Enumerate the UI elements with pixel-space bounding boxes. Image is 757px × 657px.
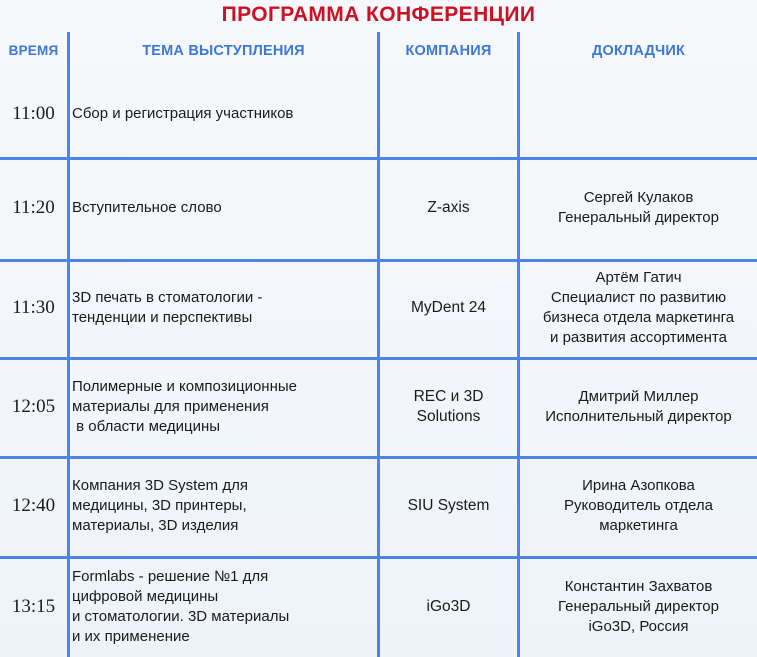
cell-text-line: и их применение <box>72 627 190 645</box>
cell-text-line: тенденции и перспективы <box>72 309 253 326</box>
cell-text-line: Formlabs - решение №1 для <box>72 567 269 585</box>
column-header-topic: ТЕМА ВЫСТУПЛЕНИЯ <box>142 43 305 59</box>
cell-text-line: медицины, 3D принтеры, <box>72 497 247 514</box>
cell-company <box>380 357 517 456</box>
table-row[interactable] <box>0 157 757 259</box>
cell-text-line: iGo3D, Россия <box>588 617 689 635</box>
column-header-speaker: ДОКЛАДЧИК <box>591 43 686 59</box>
cell-company <box>380 259 517 357</box>
row-divider <box>0 357 757 360</box>
cell-text-line: Константин Захватов <box>564 577 713 595</box>
cell-text-line: материалы, 3D изделия <box>72 517 239 534</box>
cell-speaker <box>520 157 757 259</box>
cell-time <box>0 259 67 357</box>
cell-text-line: Руководитель отдела <box>564 497 713 514</box>
cell-text-line: материалы для применения <box>72 397 269 415</box>
cell-text-line: REC и 3D <box>413 387 484 405</box>
table-row[interactable] <box>0 556 757 657</box>
table-row[interactable] <box>0 70 757 157</box>
cell-text-line: Полимерные и композиционные <box>72 377 297 395</box>
cell-text-line: и развития ассортимента <box>550 329 727 346</box>
cell-topic <box>72 259 375 357</box>
cell-company <box>380 157 517 259</box>
cell-topic <box>72 157 375 259</box>
cell-text-line: 12:40 <box>11 495 56 516</box>
cell-text-line: Специалист по развитию <box>550 289 727 306</box>
cell-text-line: 11:30 <box>12 297 55 318</box>
cell-topic <box>72 556 375 657</box>
cell-company <box>380 456 517 556</box>
cell-text-line: Артём Гатич <box>595 269 682 286</box>
cell-text-line: Вступительное слово <box>72 199 222 216</box>
cell-text-line: бизнеса отдела маркетинга <box>542 309 735 326</box>
cell-time <box>0 70 67 157</box>
row-divider <box>0 259 757 262</box>
table-row[interactable] <box>0 456 757 556</box>
cell-company <box>380 556 517 657</box>
cell-time <box>0 456 67 556</box>
cell-time <box>0 157 67 259</box>
cell-text-line: Z-axis <box>427 199 470 216</box>
cell-text-line: Исполнительный директор <box>545 407 732 425</box>
page-title: ПРОГРАММА КОНФЕРЕНЦИИ <box>221 3 536 26</box>
cell-text-line: 3D печать в стоматологии - <box>72 289 263 306</box>
cell-time <box>0 556 67 657</box>
cell-text-line: Сбор и регистрация участников <box>72 104 294 122</box>
cell-speaker <box>520 259 757 357</box>
cell-text-line: и стоматологии. 3D материалы <box>72 607 290 625</box>
cell-text-line: 11:00 <box>12 102 55 124</box>
cell-text-line: Solutions <box>416 407 481 425</box>
cell-text-line: Компания 3D System для <box>72 477 248 494</box>
cell-speaker <box>520 357 757 456</box>
cell-topic <box>72 70 375 157</box>
table-row[interactable] <box>0 357 757 456</box>
table-row[interactable] <box>0 259 757 357</box>
cell-topic <box>72 456 375 556</box>
cell-text-line: Сергей Кулаков <box>583 189 694 206</box>
cell-text-line: MyDent 24 <box>411 299 486 316</box>
row-divider <box>0 456 757 459</box>
cell-time <box>0 357 67 456</box>
cell-text-line: 13:15 <box>11 595 56 617</box>
cell-speaker <box>520 556 757 657</box>
cell-speaker <box>520 456 757 556</box>
cell-text-line: 11:20 <box>12 197 55 218</box>
cell-text-line: Генеральный директор <box>558 597 719 615</box>
cell-text-line: iGo3D <box>426 597 471 615</box>
column-header-time: ВРЕМЯ <box>8 43 59 58</box>
cell-text-line: Ирина Азопкова <box>582 477 695 494</box>
program-table <box>0 32 757 657</box>
cell-speaker <box>520 70 757 157</box>
cell-text-line: Генеральный директор <box>558 209 719 226</box>
row-divider <box>0 157 757 160</box>
cell-text-line: Дмитрий Миллер <box>578 387 699 405</box>
row-divider <box>0 556 757 559</box>
cell-text-line: 12:05 <box>11 395 56 417</box>
cell-text-line: маркетинга <box>599 517 678 534</box>
cell-text-line: SIU System <box>407 497 490 514</box>
cell-company <box>380 70 517 157</box>
cell-text-line: цифровой медицины <box>72 587 219 605</box>
cell-text-line: в области медицины <box>72 417 221 435</box>
column-header-company: КОМПАНИЯ <box>405 43 492 59</box>
cell-topic <box>72 357 375 456</box>
